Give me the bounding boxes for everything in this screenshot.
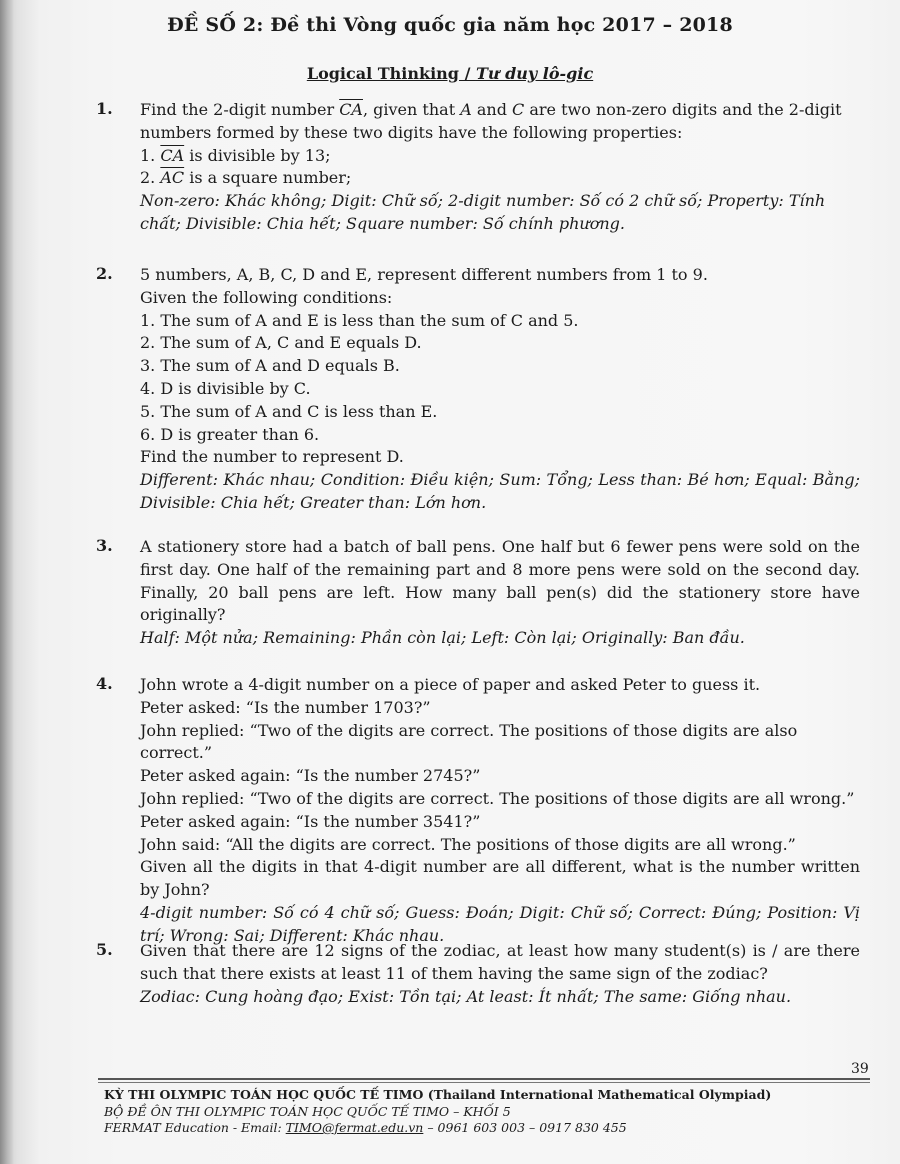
footer-phone-numbers: – 0961 603 003 – 0917 830 455 [423, 1120, 627, 1135]
variable: A [460, 100, 472, 119]
footer-rule-thin [98, 1082, 870, 1083]
question-body [140, 264, 860, 515]
footer-contact [104, 1120, 771, 1137]
question-line: Find the number to represent D. [140, 447, 404, 467]
footer-competition-name: KỲ THI OLYMPIC TOÁN HỌC QUỐC TẾ TIMO (Thailand International Mathematical Olympiad) [104, 1087, 772, 1102]
variable: C [512, 100, 525, 119]
question-text: Given that there are 12 signs of the zodiac, at least how many student(s) is / are there such that there exists at least 11 of them having the same sign of the zodiac? [140, 941, 860, 983]
page-binding-shadow [0, 0, 14, 1164]
question-body [140, 536, 860, 650]
page-number: 39 [851, 1061, 869, 1077]
overlined-number: $\overline{CA}$ [339, 100, 363, 119]
vocabulary-gloss: 4-digit number: Số có 4 chữ số; Guess: Đoán; Digit: Chữ số; Correct: Đúng; Position: Vị trí; Wrong: Sai; Different: Khác nhau. [140, 902, 860, 945]
question-number: 1. [96, 99, 113, 118]
question-body [140, 674, 860, 948]
question-number: 2. [96, 264, 113, 283]
subtitle-english: Logical Thinking / [306, 64, 476, 83]
subtitle-vietnamese: Tư duy lô-gic [475, 64, 594, 83]
vocabulary-gloss: Zodiac: Cung hoàng đạo; Exist: Tồn tại; At least: Ít nhất; The same: Giống nhau. [140, 986, 792, 1006]
footer-email-link[interactable]: TIMO@fermat.edu.vn [285, 1120, 424, 1135]
page-footer [104, 1087, 771, 1137]
vocabulary-gloss: Non-zero: Khác không; Digit: Chữ số; 2-digit number: Số có 2 chữ số; Property: Tính chất; Divisible: Chia hết; Square number: Số chính phương. [140, 191, 826, 233]
question-line: Given the following conditions: [140, 287, 393, 307]
condition-4: 4. D is divisible by C. [140, 378, 311, 398]
text-segment: , given that [362, 100, 461, 119]
dialogue-line: Peter asked: “Is the number 1703?” [140, 697, 431, 717]
footer-publisher: FERMAT Education - Email: [104, 1120, 286, 1135]
condition-6: 6. D is greater than 6. [140, 424, 320, 444]
dialogue-line: Peter asked again: “Is the number 3541?” [140, 811, 481, 831]
text-segment: 1. [140, 145, 161, 165]
text-segment: is a square number; [184, 168, 352, 188]
question-line: 5 numbers, A, B, C, D and E, represent different numbers from 1 to 9. [140, 265, 708, 284]
page-title: ĐỀ SỐ 2: Đề thi Vòng quốc gia năm học 2017 – 2018 [167, 14, 733, 36]
question-text [140, 99, 860, 145]
vocabulary-gloss: Different: Khác nhau; Condition: Điều kiện; Sum: Tổng; Less than: Bé hơn; Equal: Bằng; Divisible: Chia hết; Greater than: Lớn hơn. [140, 470, 860, 512]
condition-2: 2. The sum of A, C and E equals D. [140, 333, 422, 353]
question-body [140, 940, 860, 1008]
footer-book-title: BỘ ĐỀ ÔN THI OLYMPIC TOÁN HỌC QUỐC TẾ TIMO – KHỐI 5 [104, 1103, 511, 1119]
condition-1: 1. The sum of A and E is less than the sum of C and 5. [140, 310, 579, 330]
question-text: Given all the digits in that 4-digit number are all different, what is the number written by John? [140, 857, 860, 900]
condition-5: 5. The sum of A and C is less than E. [140, 401, 438, 421]
dialogue-line: John replied: “Two of the digits are correct. The positions of those digits are all wrong.” [140, 788, 855, 808]
condition-3: 3. The sum of A and D equals B. [140, 356, 400, 376]
text-segment: 2. [140, 168, 161, 188]
question-number: 3. [96, 536, 113, 555]
text-segment: Find the 2-digit number [140, 100, 340, 119]
question-line: John wrote a 4-digit number on a piece of paper and asked Peter to guess it. [140, 675, 761, 694]
text-segment: are two non-zero digits and the 2-digit numbers formed by these two digits have the following properties: [140, 100, 842, 142]
question-text: A stationery store had a batch of ball pens. One half but 6 fewer pens were sold on the first day. One half of the remaining part and 8 more pens were sold on the second day. Finally, 20 ball pens are left. How many ball pen(s) did the stationery store have originally? [140, 537, 860, 625]
footer-rule [98, 1078, 870, 1080]
overlined-number: $\overline{AC}$ [160, 168, 185, 188]
overlined-number: $\overline{CA}$ [160, 145, 185, 165]
vocabulary-gloss: Half: Một nửa; Remaining: Phần còn lại; Left: Còn lại; Originally: Ban đầu. [140, 628, 745, 648]
text-segment: is divisible by 13; [184, 145, 331, 165]
question-number: 4. [96, 674, 113, 693]
section-subtitle [0, 64, 900, 83]
dialogue-line: John replied: “Two of the digits are correct. The positions of those digits are also correct.” [140, 720, 798, 763]
property-2 [140, 167, 860, 190]
dialogue-line: John said: “All the digits are correct. The positions of those digits are all wrong.” [140, 834, 796, 854]
dialogue-line: Peter asked again: “Is the number 2745?” [140, 766, 481, 786]
question-body [140, 99, 860, 236]
text-segment: and [471, 100, 513, 119]
property-1 [140, 145, 860, 168]
question-number: 5. [96, 940, 113, 959]
